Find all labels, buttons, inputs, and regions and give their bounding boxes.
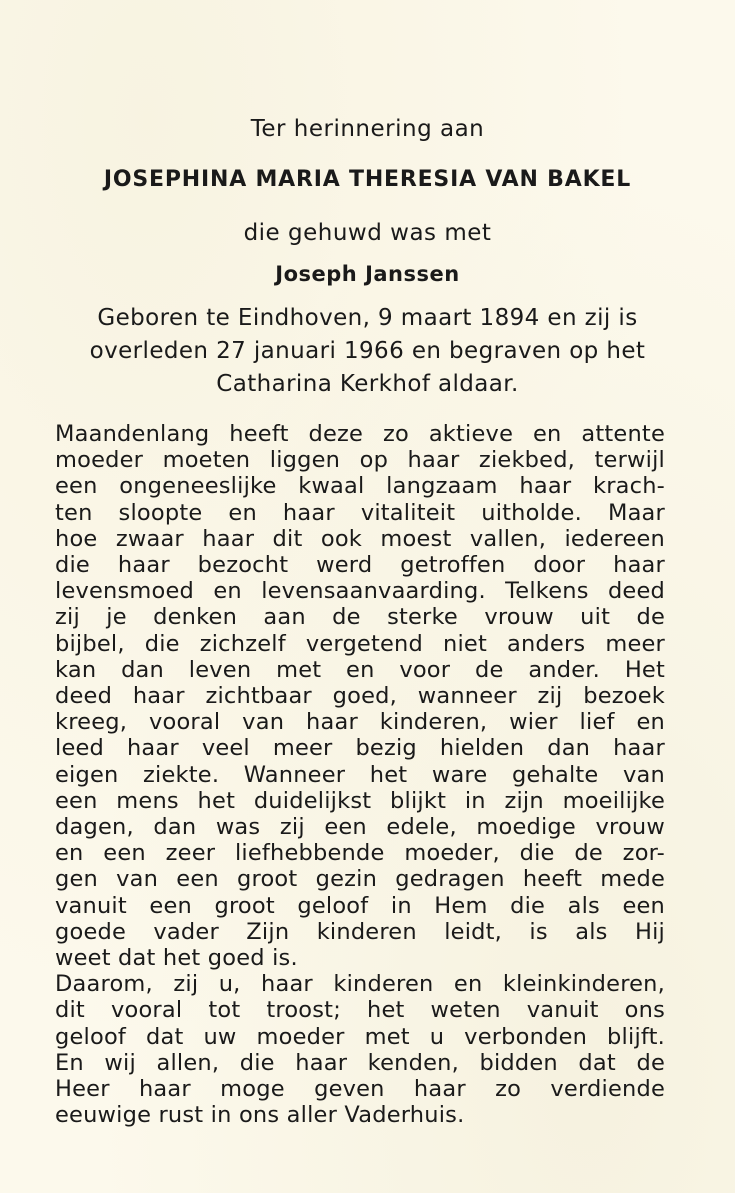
text-line: levensmoed en levensaanvaarding. Telkens deed <box>55 578 665 605</box>
text-line: Heer haar moge geven haar zo verdiende <box>55 1076 665 1103</box>
text-line: gen van een groot gezin gedragen heeft mede <box>55 866 665 893</box>
text-line: die haar bezocht werd getroffen door haar <box>55 552 665 579</box>
deceased-name: JOSEPHINA MARIA THERESIA VAN BAKEL <box>103 167 632 192</box>
death-line: overleden 27 januari 1966 en begraven op het <box>89 338 646 364</box>
text-line: weet dat het goed is. <box>55 945 298 972</box>
married-line: die gehuwd was met <box>243 220 492 246</box>
text-line: deed haar zichtbaar goed, wanneer zij bezoek <box>55 683 665 710</box>
burial-line: Catharina Kerkhof aldaar. <box>216 371 519 397</box>
text-line: zij je denken aan de sterke vrouw uit de <box>55 604 665 631</box>
text-line: moeder moeten liggen op haar ziekbed, terwijl <box>55 447 665 474</box>
spouse-name: Joseph Janssen <box>275 262 460 286</box>
text-line: geloof dat uw moeder met u verbonden blijft. <box>55 1023 665 1050</box>
intro-line: Ter herinnering aan <box>250 116 485 142</box>
text-line: En wij allen, die haar kenden, bidden dat de <box>55 1049 665 1076</box>
text-line: dagen, dan was zij een edele, moedige vrouw <box>55 814 665 841</box>
text-line: ten sloopte en haar vitaliteit uitholde. Maar <box>55 499 665 526</box>
text-line: Maandenlang heeft deze zo aktieve en attente <box>55 421 665 447</box>
text-line: vanuit een groot geloof in Hem die als een <box>55 892 665 919</box>
text-line: en een zeer liefhebbende moeder, die de zor- <box>55 840 665 867</box>
text-line: kan dan leven met en voor de ander. Het <box>55 656 665 683</box>
text-line: eeuwige rust in ons aller Vaderhuis. <box>55 1102 465 1129</box>
text-line: goede vader Zijn kinderen leidt, is als Hij <box>55 918 665 945</box>
memorial-text <box>55 421 665 1128</box>
text-line: eigen ziekte. Wanneer het ware gehalte van <box>55 761 665 788</box>
text-line: een ongeneeslijke kwaal langzaam haar krach- <box>55 473 665 500</box>
text-line: kreeg, vooral van haar kinderen, wier lief en <box>55 709 665 736</box>
birth-line: Geboren te Eindhoven, 9 maart 1894 en zij is <box>97 305 638 331</box>
birth-death-details <box>0 302 735 401</box>
text-line: leed haar veel meer bezig hielden dan haar <box>55 735 665 762</box>
text-line: Daarom, zij u, haar kinderen en kleinkinderen, <box>55 971 665 998</box>
text-line: hoe zwaar haar dit ook moest vallen, iedereen <box>55 525 665 552</box>
text-line: een mens het duidelijkst blijkt in zijn moeilijke <box>55 787 665 814</box>
text-line: dit vooral tot troost; het weten vanuit ons <box>55 997 665 1024</box>
text-line: bijbel, die zichzelf vergetend niet anders meer <box>55 630 665 657</box>
